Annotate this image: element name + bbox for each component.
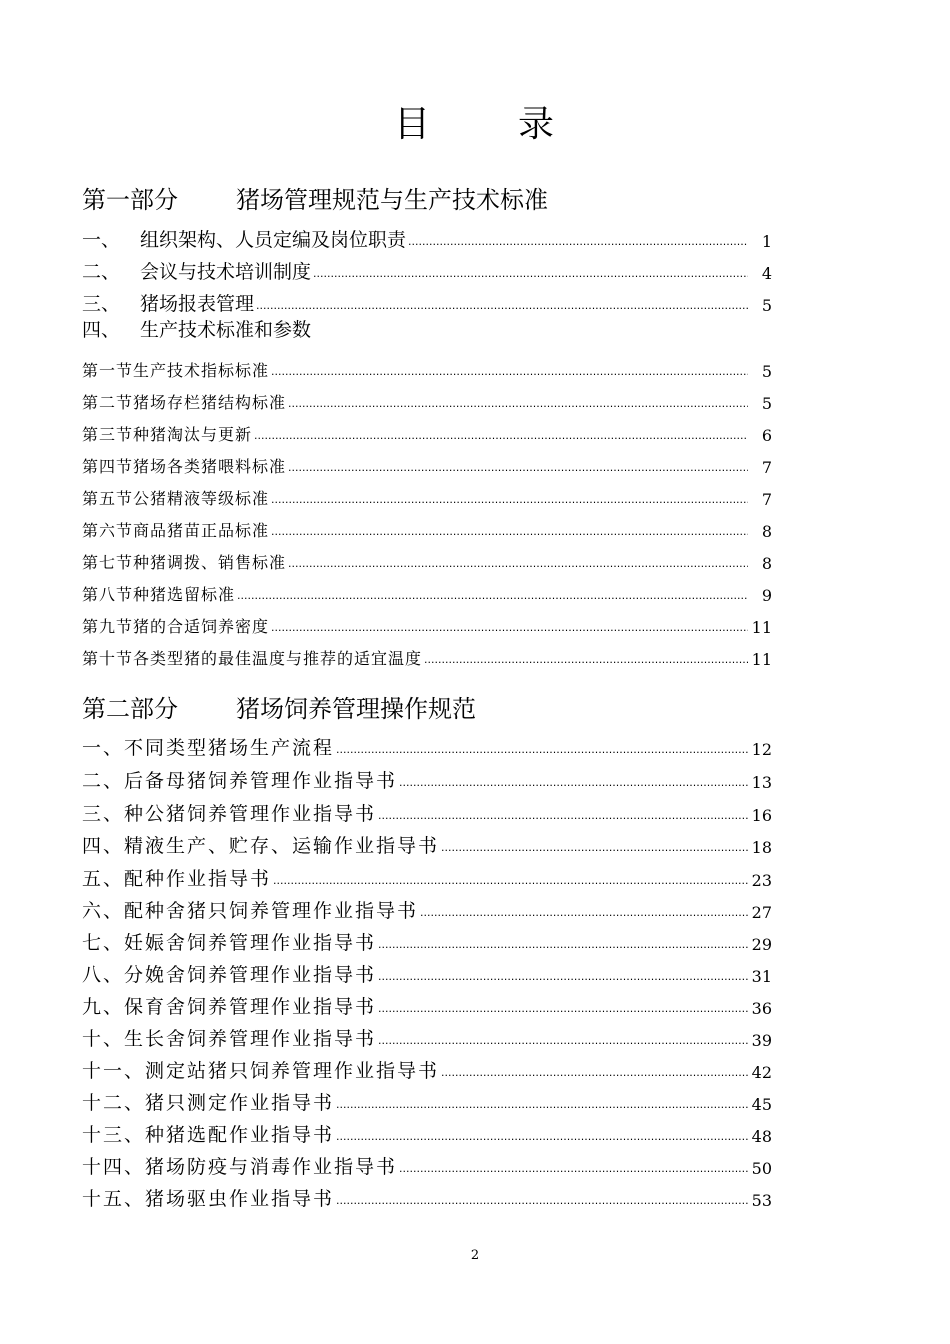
- toc-text: 组织架构、人员定编及岗位职责: [140, 229, 407, 251]
- toc-text: 十三、种猪选配作业指导书: [82, 1124, 335, 1146]
- toc-page: 8: [761, 522, 772, 541]
- toc-page: 11: [751, 650, 772, 669]
- toc-text: 第三节种猪淘汰与更新: [82, 425, 253, 444]
- toc-page: 9: [761, 586, 772, 605]
- toc-row[interactable]: [82, 640, 772, 670]
- toc-page: 16: [751, 806, 772, 825]
- toc-row[interactable]: [82, 828, 772, 858]
- toc-text: 猪场报表管理: [140, 293, 255, 315]
- toc-row[interactable]: [82, 222, 772, 252]
- toc-row[interactable]: [82, 1181, 772, 1211]
- leader-dots: [254, 430, 748, 442]
- title-char-1: 目: [393, 104, 432, 145]
- toc-row[interactable]: [82, 730, 772, 760]
- toc-row[interactable]: [82, 448, 772, 478]
- leader-dots: [288, 558, 748, 570]
- toc-page: 11: [751, 618, 772, 637]
- toc-text: 第一节生产技术指标标准: [82, 361, 270, 380]
- toc-page: 31: [751, 967, 772, 986]
- toc-row[interactable]: [82, 1021, 772, 1051]
- leader-dots: [271, 526, 748, 538]
- toc-subheading: [82, 318, 311, 342]
- toc-text: 四、精液生产、贮存、运输作业指导书: [82, 835, 440, 857]
- leader-dots: [336, 1099, 748, 1111]
- page-number: 2: [470, 1248, 480, 1263]
- toc-text: 生产技术标准和参数: [140, 319, 312, 341]
- toc-num: 三、: [82, 293, 121, 315]
- toc-page: 45: [751, 1095, 772, 1114]
- toc-text: 第九节猪的合适饲养密度: [82, 617, 270, 636]
- toc-text: 第八节种猪选留标准: [82, 585, 236, 604]
- page-title: [0, 100, 950, 150]
- toc-page: 39: [751, 1031, 772, 1050]
- toc-text: 十四、猪场防疫与消毒作业指导书: [82, 1156, 398, 1178]
- toc-page: 48: [751, 1127, 772, 1146]
- leader-dots: [408, 236, 748, 248]
- toc-row[interactable]: [82, 384, 772, 414]
- leader-dots: [288, 398, 748, 410]
- toc-text: 七、妊娠舍饲养管理作业指导书: [82, 932, 377, 954]
- leader-dots: [441, 1067, 748, 1079]
- toc-page: 13: [751, 773, 772, 792]
- toc-row[interactable]: [82, 544, 772, 574]
- toc-page: 8: [761, 554, 772, 573]
- toc-text: 五、配种作业指导书: [82, 868, 272, 890]
- leader-dots: [271, 494, 748, 506]
- toc-text: 第十节各类型猪的最佳温度与推荐的适宜温度: [82, 649, 423, 668]
- leader-dots: [313, 268, 748, 280]
- toc-row[interactable]: [82, 512, 772, 542]
- toc-page: 4: [761, 264, 772, 283]
- leader-dots: [336, 1195, 748, 1207]
- toc-text: 第七节种猪调拨、销售标准: [82, 553, 287, 572]
- leader-dots: [378, 1035, 748, 1047]
- toc-text: 会议与技术培训制度: [140, 261, 312, 283]
- toc-text: 十二、猪只测定作业指导书: [82, 1092, 335, 1114]
- toc-row[interactable]: [82, 416, 772, 446]
- toc-text: 二、后备母猪饲养管理作业指导书: [82, 770, 398, 792]
- toc-row[interactable]: [82, 1117, 772, 1147]
- toc-page: 36: [751, 999, 772, 1018]
- leader-dots: [424, 654, 748, 666]
- leader-dots: [273, 875, 748, 887]
- toc-text: 一、不同类型猪场生产流程: [82, 737, 335, 759]
- toc-row[interactable]: [82, 1053, 772, 1083]
- toc-text: 十五、猪场驱虫作业指导书: [82, 1188, 335, 1210]
- toc-page: 27: [751, 903, 772, 922]
- toc-row[interactable]: [82, 957, 772, 987]
- toc-text: 八、分娩舍饲养管理作业指导书: [82, 964, 377, 986]
- toc-row[interactable]: [82, 796, 772, 826]
- toc-page: 50: [751, 1159, 772, 1178]
- toc-page: 18: [751, 838, 772, 857]
- toc-page: 5: [761, 394, 772, 413]
- toc-row[interactable]: [82, 989, 772, 1019]
- leader-dots: [237, 590, 748, 602]
- toc-row[interactable]: [82, 1085, 772, 1115]
- toc-num: 四、: [82, 319, 121, 341]
- toc-row[interactable]: [82, 254, 772, 284]
- toc-page: 23: [751, 871, 772, 890]
- leader-dots: [288, 462, 748, 474]
- leader-dots: [271, 366, 748, 378]
- leader-dots: [378, 810, 748, 822]
- leader-dots: [336, 744, 748, 756]
- toc-page: 5: [761, 362, 772, 381]
- leader-dots: [256, 300, 748, 312]
- toc-text: 三、种公猪饲养管理作业指导书: [82, 803, 377, 825]
- toc-page: 53: [751, 1191, 772, 1210]
- leader-dots: [399, 1163, 748, 1175]
- part2-name: 猪场饲养管理操作规范: [236, 695, 476, 723]
- toc-num: 二、: [82, 261, 121, 283]
- toc-text: 十一、测定站猪只饲养管理作业指导书: [82, 1060, 440, 1082]
- toc-page: 7: [761, 490, 772, 509]
- toc-row[interactable]: [82, 608, 772, 638]
- toc-page: 6: [761, 426, 772, 445]
- leader-dots: [420, 907, 748, 919]
- leader-dots: [378, 939, 748, 951]
- toc-row[interactable]: [82, 893, 772, 923]
- toc-text: 第四节猪场各类猪喂料标准: [82, 457, 287, 476]
- part1-label: 第一部分: [82, 186, 178, 214]
- toc-page: 42: [751, 1063, 772, 1082]
- toc-row[interactable]: [82, 286, 772, 316]
- toc-row[interactable]: [82, 925, 772, 955]
- toc-page: 12: [751, 740, 772, 759]
- leader-dots: [378, 1003, 748, 1015]
- toc-text: 十、生长舍饲养管理作业指导书: [82, 1028, 377, 1050]
- toc-text: 九、保育舍饲养管理作业指导书: [82, 996, 377, 1018]
- toc-text: 第六节商品猪苗正品标准: [82, 521, 270, 540]
- leader-dots: [336, 1131, 748, 1143]
- leader-dots: [271, 622, 748, 634]
- leader-dots: [378, 971, 748, 983]
- toc-text: 第五节公猪精液等级标准: [82, 489, 270, 508]
- toc-text: 第二节猪场存栏猪结构标准: [82, 393, 287, 412]
- toc-page: 7: [761, 458, 772, 477]
- leader-dots: [441, 842, 748, 854]
- part1-heading: [82, 184, 548, 216]
- toc-row[interactable]: [82, 576, 772, 606]
- toc-num: 一、: [82, 229, 121, 251]
- title-char-2: 录: [518, 104, 557, 145]
- toc-row[interactable]: [82, 352, 772, 382]
- toc-page: 1: [761, 232, 772, 251]
- part2-heading: [82, 693, 476, 725]
- toc-row[interactable]: [82, 480, 772, 510]
- toc-row[interactable]: [82, 1149, 772, 1179]
- leader-dots: [399, 777, 748, 789]
- toc-row[interactable]: [82, 763, 772, 793]
- toc-page: 5: [761, 296, 772, 315]
- toc-page: 29: [751, 935, 772, 954]
- part1-name: 猪场管理规范与生产技术标准: [236, 186, 548, 214]
- toc-row[interactable]: [82, 861, 772, 891]
- toc-text: 六、配种舍猪只饲养管理作业指导书: [82, 900, 419, 922]
- part2-label: 第二部分: [82, 695, 178, 723]
